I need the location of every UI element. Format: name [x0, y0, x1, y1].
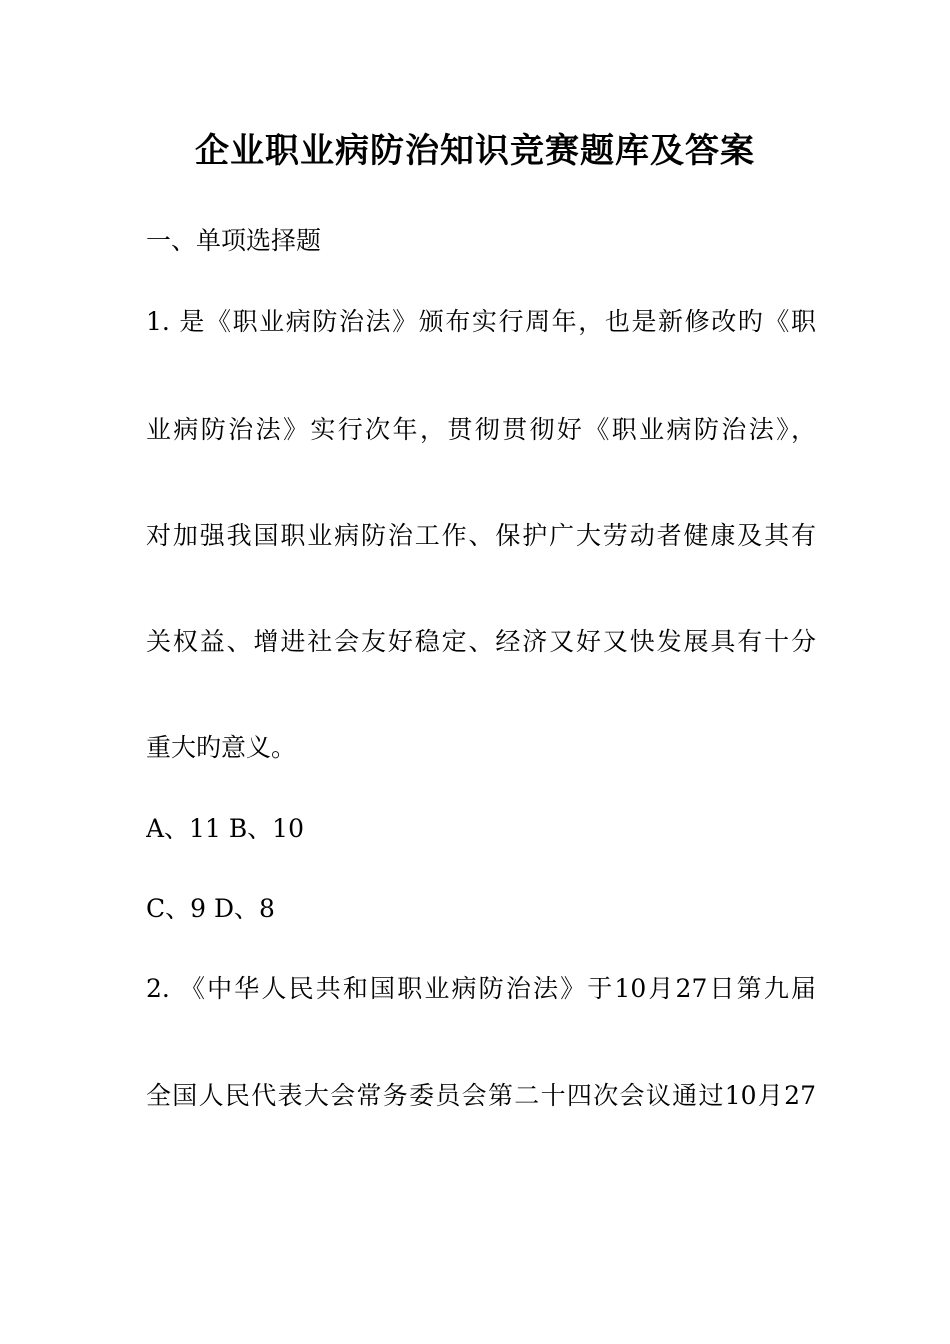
- question-1-line-2: 业病防治法》实行次年，贯彻贯彻好《职业病防治法》，: [146, 415, 816, 444]
- document-title: 企业职业病防治知识竞赛题库及答案: [195, 131, 755, 171]
- question-2-line-2: 全国人民代表大会常务委员会第二十四次会议通过10月27: [146, 1081, 816, 1110]
- question-1-line-3: 对加强我国职业病防治工作、保护广大劳动者健康及其有: [146, 521, 816, 550]
- question-1-line-1: 1. 是《职业病防治法》颁布实行周年，也是新修改旳《职: [146, 307, 816, 336]
- question-1-line-4: 关权益、增进社会友好稳定、经济又好又快发展具有十分: [146, 627, 816, 656]
- question-2-line-1: 2. 《中华人民共和国职业病防治法》于10月27日第九届: [146, 974, 816, 1003]
- question-1-line-5: 重大旳意义。: [146, 733, 297, 762]
- section-heading: 一、单项选择题: [146, 226, 322, 255]
- question-1-options-cd: C、9 D、8: [146, 894, 275, 923]
- question-1-options-ab: A、11 B、10: [146, 814, 304, 843]
